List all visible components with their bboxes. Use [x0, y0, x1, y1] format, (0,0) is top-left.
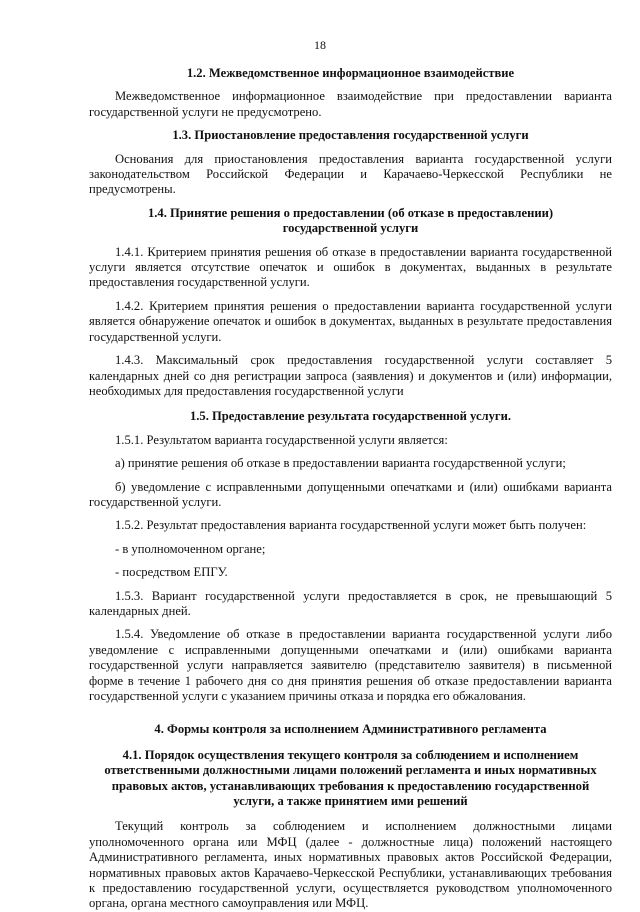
paragraph-1-5-1-b: б) уведомление с исправленными допущенными опечатками и (или) ошибками варианта государственной услуги. — [89, 479, 612, 509]
paragraph-1-5-1: 1.5.1. Результатом варианта государственной услуги является: — [115, 432, 448, 447]
paragraph-1-5-3: 1.5.3. Вариант государственной услуги предоставляется в срок, не превышающий 5 календарных дней. — [89, 588, 612, 618]
heading-1-3: 1.3. Приостановление предоставления государственной услуги — [172, 128, 529, 143]
heading-1-4-line1: 1.4. Принятие решения о предоставлении (об отказе в предоставлении) — [147, 205, 554, 220]
list-item-authority: - в уполномоченном органе; — [115, 541, 266, 556]
heading-4: 4. Формы контроля за исполнением Административного регламента — [154, 722, 547, 737]
paragraph-1-5-4: 1.5.4. Уведомление об отказе в предоставлении варианта государственной услуги либо уведомление с исправленными допущенными опечатками и (или) ошибками варианта государственной услуги направляется заявителю (представителю заявителя) в письменной форме в течение 1 рабочего дня со дня принятия решения об отказе предоставлении варианта государственной услуги с указанием причины отказа и порядка его обжалования. — [89, 627, 612, 703]
heading-1-5: 1.5. Предоставление результата государственной услуги. — [189, 409, 512, 424]
heading-1-2: 1.2. Межведомственное информационное взаимодействие — [186, 66, 515, 80]
paragraph-4-1: Текущий контроль за соблюдением и исполнением должностными лицами уполномоченного органа или МФЦ (далее - должностные лица) положений настоящего Административного регламента, иных нормативных правовых актов Российской Федерации, нормативных правовых актов Карачаево-Черкесской Республики, устанавливающих требования к предоставлению государственной услуги, осуществляется руководством уполномоченного органа, органа местного самоуправления или МФЦ. — [89, 819, 612, 911]
heading-4-1-line2: ответственными должностными лицами положений регламента и иных нормативных — [104, 763, 597, 778]
heading-4-1 — [89, 748, 612, 810]
heading-4-1-line1: 4.1. Порядок осуществления текущего контроля за соблюдением и исполнением — [122, 747, 579, 762]
paragraph-1-5-2: 1.5.2. Результат предоставления варианта государственной услуги может быть получен: — [115, 518, 587, 533]
paragraph-1-2: Межведомственное информационное взаимодействие при предоставлении варианта государственной услуги не предусмотрено. — [89, 89, 612, 119]
paragraph-1-4-3: 1.4.3. Максимальный срок предоставления государственной услуги составляет 5 календарных дней со дня регистрации запроса (заявления) и документов и (или) информации, необходимых для предоставления государственной услуги — [89, 353, 612, 398]
list-item-epgu: - посредством ЕПГУ. — [115, 565, 228, 580]
heading-4-1-line4: услуги, а также принятием ими решений — [233, 794, 468, 809]
paragraph-1-4-1: 1.4.1. Критерием принятия решения об отказе в предоставлении варианта государственной услуги является отсутствие опечаток и ошибок в документах, выданных в результате предоставления государственной услуги. — [89, 244, 612, 290]
page-content — [89, 66, 612, 912]
paragraph-1-3: Основания для приостановления предоставления варианта государственной услуги законодательством Российской Федерации и Карачаево-Черкесской Республики не предусмотрены. — [89, 151, 612, 197]
heading-1-4-line2: государственной услуги — [282, 221, 419, 236]
heading-4-1-line3: правовых актов, устанавливающих требования к предоставлению государственной — [111, 778, 590, 793]
paragraph-1-5-1-a: а) принятие решения об отказе в предоставлении варианта государственной услуги; — [115, 456, 566, 471]
paragraph-1-4-2: 1.4.2. Критерием принятия решения о предоставлении варианта государственной услуги является обнаружение опечаток и ошибок в документах, выданных в результате предоставления государственной услуги. — [89, 298, 612, 344]
page-number: 18 — [314, 38, 326, 52]
heading-1-4 — [89, 206, 612, 237]
